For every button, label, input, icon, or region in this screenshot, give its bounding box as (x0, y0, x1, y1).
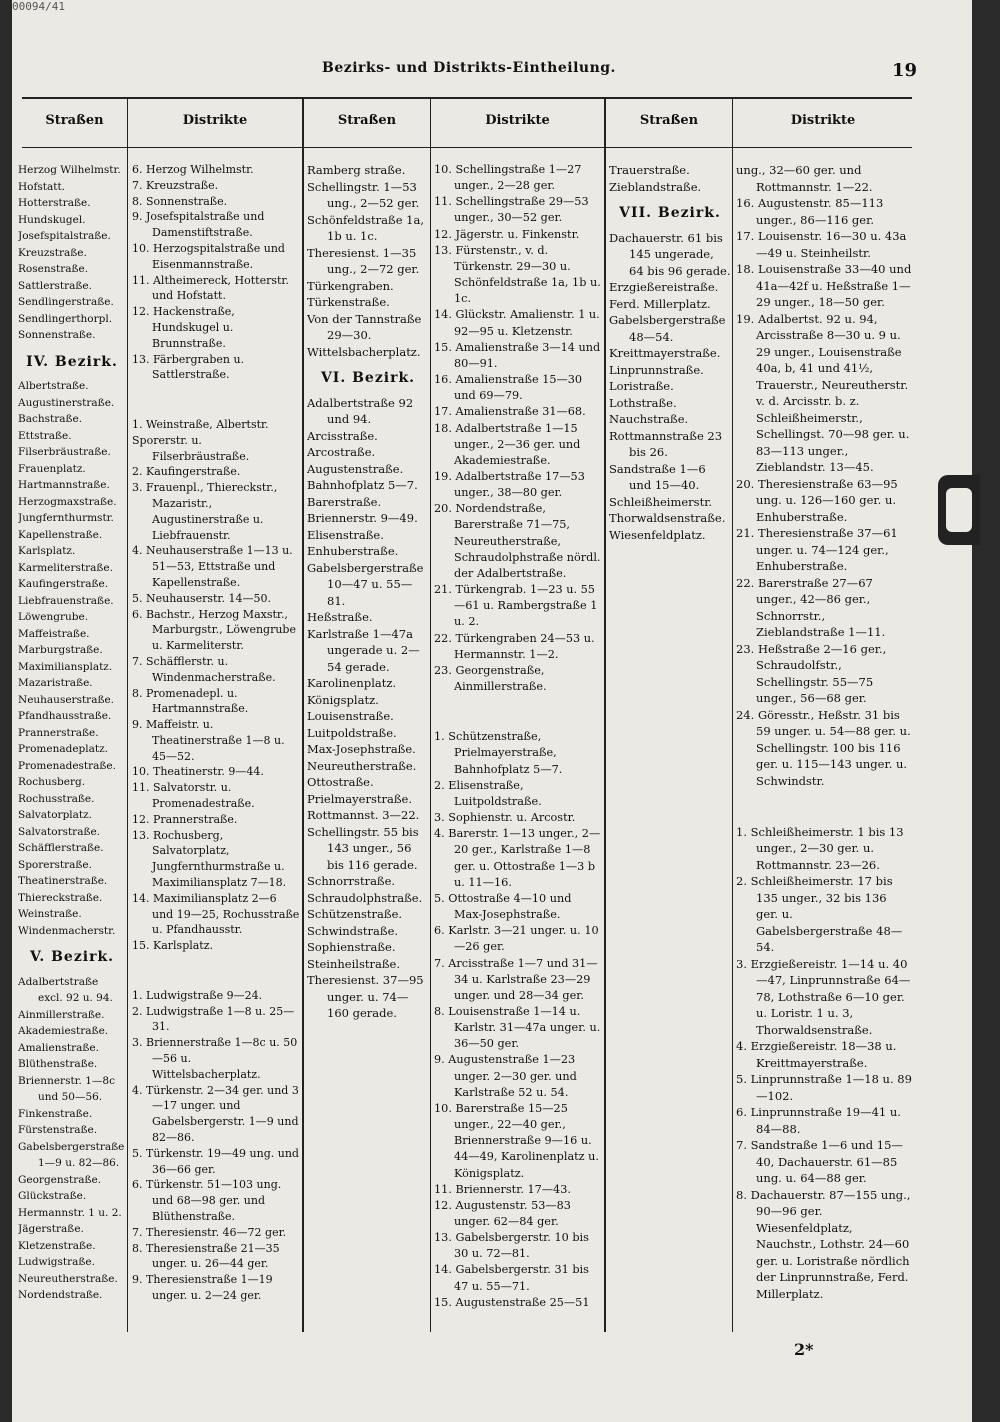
street-name: Prielmayerstraße. (307, 791, 412, 806)
district-entry: 1. Schützenstraße, Prielmayerstraße, Bahnhofplatz 5—7. (434, 730, 563, 776)
district-entry: 12. Jägerstr. u. Finkenstr. (434, 227, 580, 241)
street-name: Briennerstr. 9—49. (307, 511, 418, 525)
column-2-streets (307, 162, 429, 1022)
street-name: Sendlingerstraße. (18, 296, 114, 308)
street-name: Frauenplatz. (18, 462, 86, 475)
district-entry: 16. Augustenstr. 85—113 unger., 86—116 ger. (736, 196, 884, 227)
district-entry: 10. Barerstraße 15—25 unger., 22—40 ger., Briennerstraße 9—16 u. 44—49, Karolinenplatz u. Königsplatz. (434, 1101, 599, 1180)
street-name: Trauerstraße. (609, 163, 690, 177)
street-name: Schäfflerstraße. (18, 842, 104, 854)
street-name: Ramberg straße. (307, 163, 406, 177)
street-name: Prannerstraße. (18, 726, 99, 739)
district-entry: 5. Ottostraße 4—10 und Max-Josephstraße. (434, 891, 572, 922)
district-entry: ung., 32—60 ger. und Rottmannstr. 1—22. (736, 163, 873, 194)
district-entry: 14. Gabelsbergerstr. 31 bis 47 u. 55—71. (434, 1263, 589, 1293)
street-name: Sendlingerthorpl. (18, 312, 113, 325)
district-entry: 1. Ludwigstraße 9—24. (132, 988, 263, 1002)
col-header-districts-3: Distrikte (790, 113, 856, 128)
street-name: Josefspitalstraße. (18, 230, 111, 242)
district-entry: 7. Arcisstraße 1—7 und 31—34 u. Karlstraße 23—29 unger. und 28—34 ger. (434, 956, 598, 1002)
district-entry: 24. Göresstr., Heßstr. 31 bis 59 unger. u. 54—88 ger. u. Schellingstr. 100 bis 116 ger. u. 115—143 unger. u. Schwindstr. (736, 707, 911, 788)
street-name: Schleißheimerstr. (609, 494, 713, 509)
street-name: Mazaristraße. (18, 677, 93, 689)
district-entry: 10. Theatinerstr. 9—44. (132, 765, 264, 779)
street-name: Arcisstraße. (307, 428, 378, 443)
street-name: Liebfrauenstraße. (18, 594, 114, 607)
street-name: Türkenstraße. (307, 295, 390, 309)
col-header-streets-2: Straßen (337, 113, 397, 128)
col-divider-4 (604, 97, 606, 1332)
street-name: Rochusberg. (18, 776, 86, 788)
street-name: Adalbertstraße 92 und 94. (307, 395, 414, 426)
district-entry: 3. Erzgießereistr. 1—14 u. 40—47, Linprunnstraße 64—78, Lothstraße 6—10 ger. u. Loristr. 1 u. 3, Thorwaldsenstraße. (736, 956, 911, 1037)
district-entry: 6. Türkenstr. 51—103 ung. und 68—98 ger. und Blüthenstraße. (132, 1178, 282, 1223)
street-name: Hotterstraße. (18, 197, 91, 209)
street-name: Gabelsbergerstraße 48—54. (609, 313, 726, 344)
street-name: Wiesenfeldplatz. (609, 527, 706, 542)
district-entry: 20. Nordendstraße, Barerstraße 71—75, Neureutherstraße, Schraudolphstraße nördl. der Adalbertstraße. (434, 502, 601, 580)
street-name: Löwengrube. (18, 611, 89, 623)
street-name: Jungfernthurmstr. (18, 512, 114, 524)
street-name: Maffeistraße. (18, 627, 90, 640)
street-name: Karolinenplatz. (307, 676, 397, 690)
district-entry: 8. Promenadepl. u. Hartmannstraße. (132, 686, 249, 716)
district-entry: 4. Barerstr. 1—13 unger., 2—20 ger., Karlstraße 1—8 ger. u. Ottostraße 1—3 b u. 11—16. (434, 827, 601, 889)
street-name: Rosenstraße. (18, 263, 89, 275)
street-name: Fürstenstraße. (18, 1124, 98, 1136)
district-entry: 22. Barerstraße 27—67 unger., 42—86 ger., Schnorrstr., Zieblandstraße 1—11. (736, 575, 886, 639)
district-entry: 13. Färbergraben u. Sattlerstraße. (132, 352, 245, 382)
street-name: Kreuzstraße. (18, 246, 87, 259)
column-1-districts (132, 162, 300, 1304)
street-name: Promenadestraße. (18, 759, 116, 772)
district-entry: 10. Schellingstraße 1—27 unger., 2—28 ger. (434, 163, 582, 193)
page-title: Bezirks- und Distrikts-Eintheilung. (322, 60, 616, 76)
street-name: Steinheilstraße. (307, 956, 400, 971)
street-name: Augustenstraße. (307, 461, 404, 476)
district-entry: 23. Georgenstraße, Ainmillerstraße. (434, 663, 547, 693)
district-entry: 6. Karlstr. 3—21 unger. u. 10—26 ger. (434, 924, 599, 954)
section-heading: IV. Bezirk. (26, 353, 118, 370)
street-name: Sonnenstraße. (18, 329, 96, 341)
street-name: Hermannstr. 1 u. 2. (18, 1206, 122, 1219)
district-entry: 4. Neuhauserstraße 1—13 u. 51—53, Ettstraße und Kapellenstraße. (132, 544, 293, 589)
street-name: Herzog Wilhelmstr. (18, 164, 121, 176)
street-name: Zieblandstraße. (609, 179, 702, 194)
district-entry: 12. Prannerstraße. (132, 812, 238, 826)
district-entry: 14. Glückstr. Amalienstr. 1 u. 92—95 u. Kletzenstr. (434, 308, 600, 338)
district-entry: 7. Schäfflerstr. u. Windenmacherstraße. (132, 654, 276, 684)
district-entry: 6. Herzog Wilhelmstr. (132, 163, 254, 176)
street-name: Windenmacherstr. (18, 924, 116, 937)
district-entry: 3. Frauenpl., Thiereckstr., Mazaristr., Augustinerstraße u. Liebfrauenstr. (132, 481, 278, 542)
street-name: Kletzenstraße. (18, 1239, 96, 1252)
col-header-districts-2: Distrikte (485, 113, 550, 128)
district-entry: 21. Türkengrab. 1—23 u. 55—61 u. Rambergstraße 1 u. 2. (434, 583, 598, 629)
street-name: Marburgstraße. (18, 644, 103, 656)
district-entry: 6. Bachstr., Herzog Maxstr., Marburgstr., Löwengrube u. Karmeliterstr. (132, 607, 296, 653)
section-spacer (736, 799, 912, 816)
street-name: Luitpoldstraße. (307, 725, 397, 740)
street-name: Max-Josephstraße. (307, 742, 416, 756)
column-1-streets (18, 162, 126, 1304)
district-entry: 18. Louisenstraße 33—40 und 41a—42f u. Heßstraße 1—29 unger., 18—50 ger. (736, 262, 912, 309)
street-name: Von der Tannstraße 29—30. (307, 311, 422, 342)
street-name: Maximiliansplatz. (18, 660, 113, 673)
district-entry: 9. Josefspitalstraße und Damenstiftstraße. (132, 210, 265, 240)
street-name: Hundskugel. (18, 213, 86, 226)
street-name: Schellingstr. 1—53 ung., 2—52 ger. (307, 179, 420, 210)
street-name: Hartmannstraße. (18, 479, 110, 491)
street-name: Salvatorplatz. (18, 809, 92, 821)
street-name: Rottmannstraße 23 bis 26. (609, 428, 723, 459)
district-entry: 17. Louisenstr. 16—30 u. 43a—49 u. Steinheilstr. (736, 229, 907, 260)
street-name: Ettstraße. (18, 429, 72, 442)
street-name: Albertstraße. (18, 380, 89, 392)
section-heading: VII. Bezirk. (619, 205, 721, 221)
col-divider-1 (127, 97, 128, 1332)
street-name: Barerstraße. (307, 494, 382, 509)
street-name: Georgenstraße. (18, 1173, 102, 1186)
district-entry: 11. Altheimereck, Hotterstr. und Hofstatt. (132, 273, 289, 303)
district-entry: 11. Briennerstr. 17—43. (434, 1182, 571, 1196)
district-entry: 15. Karlsplatz. (132, 939, 214, 953)
street-name: Augustinerstraße. (18, 396, 115, 409)
district-entry: 19. Adalbertst. 92 u. 94, Arcisstraße 8—30 u. 9 u. 29 unger., Louisenstraße 40a, b, 41 und 41½, Trauerstr., Neureutherstr. v. d. Arcisstr. b. z. Schleißheimerstr., Schellingst. 70—98 ger. u. 83—113 unger., Zieblandstr. 13—45. (736, 311, 910, 474)
section-spacer (434, 705, 602, 721)
district-entry: 20. Theresienstraße 63—95 ung. u. 126—160 ger. u. Enhuberstraße. (736, 476, 898, 524)
street-name: Bahnhofplatz 5—7. (307, 478, 418, 492)
district-entry: 9. Theresienstraße 1—19 unger. u. 2—24 ger. (132, 1273, 273, 1302)
district-entry: 13. Fürstenstr., v. d. Türkenstr. 29—30 u. Schönfeldstraße 1a, 1b u. 1c. (434, 243, 601, 306)
district-entry: 17. Amalienstraße 31—68. (434, 405, 586, 419)
street-name: Blüthenstraße. (18, 1058, 98, 1070)
district-entry: 18. Adalbertstraße 1—15 unger., 2—36 ger. und Akademiestraße. (434, 421, 581, 467)
district-entry: 22. Türkengraben 24—53 u. Hermannstr. 1—2. (434, 631, 595, 661)
street-name: Sandstraße 1—6 und 15—40. (609, 461, 706, 492)
street-name: Akademiestraße. (18, 1025, 109, 1037)
district-entry: 2. Elisenstraße, Luitpoldstraße. (434, 778, 542, 808)
street-name: Ludwigstraße. (18, 1256, 95, 1268)
street-name: Königsplatz. (307, 692, 379, 707)
district-entry: 7. Theresienstr. 46—72 ger. (132, 1225, 287, 1239)
district-entry: 5. Linprunnstraße 1—18 u. 89—102. (736, 1072, 912, 1103)
district-entry: 2. Kaufingerstraße. (132, 465, 241, 479)
street-name: Sophienstraße. (307, 940, 396, 954)
street-name: Briennerstr. 1—8c und 50—56. (18, 1074, 115, 1103)
street-name: Linprunnstraße. (609, 362, 704, 377)
street-name: Adalbertstraße excl. 92 u. 94. (18, 975, 113, 1004)
street-name: Salvatorstraße. (18, 825, 101, 838)
district-entry: 1. Weinstraße, Albertstr. (132, 417, 269, 431)
street-name: Hofstatt. (18, 180, 66, 193)
district-entry: 13. Rochusberg, Salvatorplatz, Jungfernthurmstraße u. Maximiliansplatz 7—18. (132, 828, 287, 890)
street-name: Thorwaldsenstraße. (609, 511, 726, 525)
district-entry: 4. Erzgießereistr. 18—38 u. Kreittmayerstraße. (736, 1039, 897, 1070)
street-name: Lothstraße. (609, 395, 677, 410)
section-heading: V. Bezirk. (29, 949, 115, 965)
street-name: Karmeliterstraße. (18, 561, 113, 574)
column-3-districts (736, 162, 912, 1302)
street-name: Heßstraße. (307, 610, 373, 624)
district-entry: 8. Louisenstraße 1—14 u. Karlstr. 31—47a unger. u. 36—50 ger. (434, 1004, 601, 1051)
street-name: Theresienst. 1—35 ung., 2—72 ger. (307, 245, 420, 276)
district-entry: 7. Sandstraße 1—6 und 15—40, Dachauerstr. 61—85 ung. u. 64—88 ger. (736, 1138, 903, 1185)
street-name: Schraudolphstraße. (307, 890, 423, 905)
col-divider-3 (430, 97, 431, 1332)
street-name: Schellingstr. 55 bis 143 unger., 56 bis 116 gerade. (307, 824, 419, 872)
header-rule (22, 97, 912, 99)
col-header-districts-1: Distrikte (182, 113, 248, 128)
header-bottom-rule (22, 147, 912, 148)
section-spacer (132, 964, 300, 980)
street-name: Gabelsbergerstraße 1—9 u. 82—86. (18, 1140, 125, 1169)
street-name: Schönfeldstraße 1a, 1b u. 1c. (307, 212, 425, 243)
street-name: Dachauerstr. 61 bis 145 ungerade, 64 bis 96 gerade. (609, 230, 731, 278)
district-entry: 1. Schleißheimerstr. 1 bis 13 unger., 2—30 ger. u. Rottmannstr. 23—26. (736, 824, 904, 872)
district-entry: 5. Neuhauserstr. 14—50. (132, 591, 271, 605)
district-entry: 23. Heßstraße 2—16 ger., Schraudolfstr., Schellingstr. 55—75 unger., 56—68 ger. (736, 641, 887, 705)
street-name: Bachstraße. (18, 413, 83, 425)
district-entry: 4. Türkenstr. 2—34 ger. und 3—17 unger. und Gabelsbergerstr. 1—9 und 82—86. (132, 1083, 299, 1145)
col-divider-5 (732, 97, 733, 1332)
street-name: Thiereckstraße. (18, 891, 103, 904)
street-name: Pfandhausstraße. (18, 710, 112, 722)
district-entry: 3. Sophienstr. u. Arcostr. (434, 811, 576, 825)
district-entry: 3. Briennerstraße 1—8c u. 50—56 u. Wittelsbacherplatz. (132, 1036, 298, 1081)
district-entry: 12. Augustenstr. 53—83 unger. 62—84 ger. (434, 1198, 571, 1228)
street-name: Sattlerstraße. (18, 279, 92, 292)
document-page (12, 0, 972, 1422)
district-entry: 21. Theresienstraße 37—61 unger. u. 74—124 ger., Enhuberstraße. (736, 526, 898, 573)
page-number: 19 (892, 60, 918, 81)
street-name: Rottmannst. 3—22. (307, 808, 420, 822)
street-name: Schützenstraße. (307, 907, 403, 921)
street-name: Karlstraße 1—47a ungerade u. 2—54 gerade. (307, 626, 420, 674)
street-name: Wittelsbacherplatz. (307, 344, 421, 359)
street-name: Glückstraße. (18, 1190, 87, 1202)
district-entry: 8. Dachauerstr. 87—155 ung., 90—96 ger. Wiesenfeldplatz, Nauchstr., Lothstr. 24—60 ger. u. Loristraße nördlich der Linprunnstraße, Ferd. Millerplatz. (736, 1187, 911, 1301)
street-name: Schnorrstraße. (307, 874, 396, 888)
scan-reference-tag: 00094/41 (12, 0, 65, 13)
street-name: Ainmillerstraße. (18, 1008, 105, 1021)
street-name: Louisenstraße. (307, 709, 394, 723)
district-entry: 10. Herzogspitalstraße und Eisenmannstraße. (132, 241, 285, 271)
street-name: Neuhauserstraße. (18, 693, 115, 706)
col-divider-2 (302, 97, 304, 1332)
district-entry: 11. Salvatorstr. u. Promenadestraße. (132, 781, 255, 811)
district-entry: 2. Ludwigstraße 1—8 u. 25—31. (132, 1004, 295, 1034)
street-name: Theresienst. 37—95 unger. u. 74—160 gerade. (307, 973, 424, 1020)
district-entry: 8. Theresienstraße 21—35 unger. u. 26—44 ger. (132, 1241, 280, 1271)
district-entry: 15. Amalienstraße 3—14 und 80—91. (434, 340, 601, 370)
district-entry: 9. Augustenstraße 1—23 unger. 2—30 ger. und Karlstraße 52 u. 54. (434, 1053, 577, 1099)
district-entry: 16. Amalienstraße 15—30 und 69—79. (434, 373, 583, 403)
street-name: Neureutherstraße. (307, 758, 417, 773)
street-name: Elisenstraße. (307, 527, 384, 542)
street-name: Ferd. Millerplatz. (609, 296, 711, 311)
street-name: Erzgießereistraße. (609, 280, 719, 294)
street-name: Weinstraße. (18, 908, 82, 920)
district-entry: 19. Adalbertstraße 17—53 unger., 38—80 ger. (434, 469, 585, 500)
district-entry: Sporerstr. u. Filserbräustraße. (132, 433, 250, 463)
district-entry: 15. Augustenstraße 25—51 (434, 1295, 590, 1309)
street-name: Enhuberstraße. (307, 544, 399, 558)
district-entry: 6. Linprunnstraße 19—41 u. 84—88. (736, 1105, 901, 1136)
street-name: Promenadeplatz. (18, 743, 108, 755)
col-header-streets-1: Straßen (45, 113, 104, 128)
street-name: Kapellenstraße. (18, 528, 103, 541)
street-name: Herzogmaxstraße. (18, 495, 117, 508)
street-name: Kreittmayerstraße. (609, 346, 721, 360)
signature-mark: 2* (794, 1340, 814, 1359)
col-header-streets-3: Straßen (639, 113, 699, 128)
district-entry: 5. Türkenstr. 19—49 ung. und 36—66 ger. (132, 1146, 299, 1176)
district-entry: 14. Maximiliansplatz 2—6 und 19—25, Rochusstraße u. Pfandhausstr. (132, 891, 300, 937)
district-entry: 11. Schellingstraße 29—53 unger., 30—52 ger. (434, 195, 589, 225)
street-name: Ottostraße. (307, 775, 374, 789)
column-2-districts (434, 162, 602, 1311)
street-name: Nauchstraße. (609, 412, 689, 426)
street-name: Schwindstraße. (307, 923, 399, 938)
street-name: Finkenstraße. (18, 1107, 93, 1120)
section-spacer (132, 393, 300, 409)
street-name: Türkengraben. (307, 278, 394, 293)
street-name: Theatinerstraße. (18, 875, 108, 887)
street-name: Rochusstraße. (18, 792, 95, 805)
column-3-streets (609, 162, 731, 543)
district-entry: 12. Hackenstraße, Hundskugel u. Brunnstraße. (132, 305, 235, 350)
street-name: Karlsplatz. (18, 545, 76, 557)
page-clip-tab-inner (946, 488, 972, 532)
district-entry: 7. Kreuzstraße. (132, 178, 219, 192)
street-name: Kaufingerstraße. (18, 578, 109, 590)
district-entry: 8. Sonnenstraße. (132, 194, 228, 208)
section-heading: VI. Bezirk. (320, 370, 416, 386)
street-name: Amalienstraße. (18, 1041, 99, 1054)
district-entry: 9. Maffeistr. u. Theatinerstraße 1—8 u. 45—52. (132, 718, 285, 763)
street-name: Arcostraße. (307, 445, 376, 459)
street-name: Nordendstraße. (18, 1289, 103, 1301)
district-entry: 2. Schleißheimerstr. 17 bis 135 unger., 32 bis 136 ger. u. Gabelsbergerstraße 48—54. (736, 874, 903, 954)
street-name: Sporerstraße. (18, 858, 92, 871)
district-entry: 13. Gabelsbergerstr. 10 bis 30 u. 72—81. (434, 1231, 589, 1261)
street-name: Loristraße. (609, 379, 674, 393)
street-name: Neureutherstraße. (18, 1272, 118, 1285)
street-name: Jägerstraße. (18, 1223, 84, 1235)
street-name: Filserbräustraße. (18, 446, 111, 458)
street-name: Gabelsbergerstraße 10—47 u. 55—81. (307, 560, 424, 608)
